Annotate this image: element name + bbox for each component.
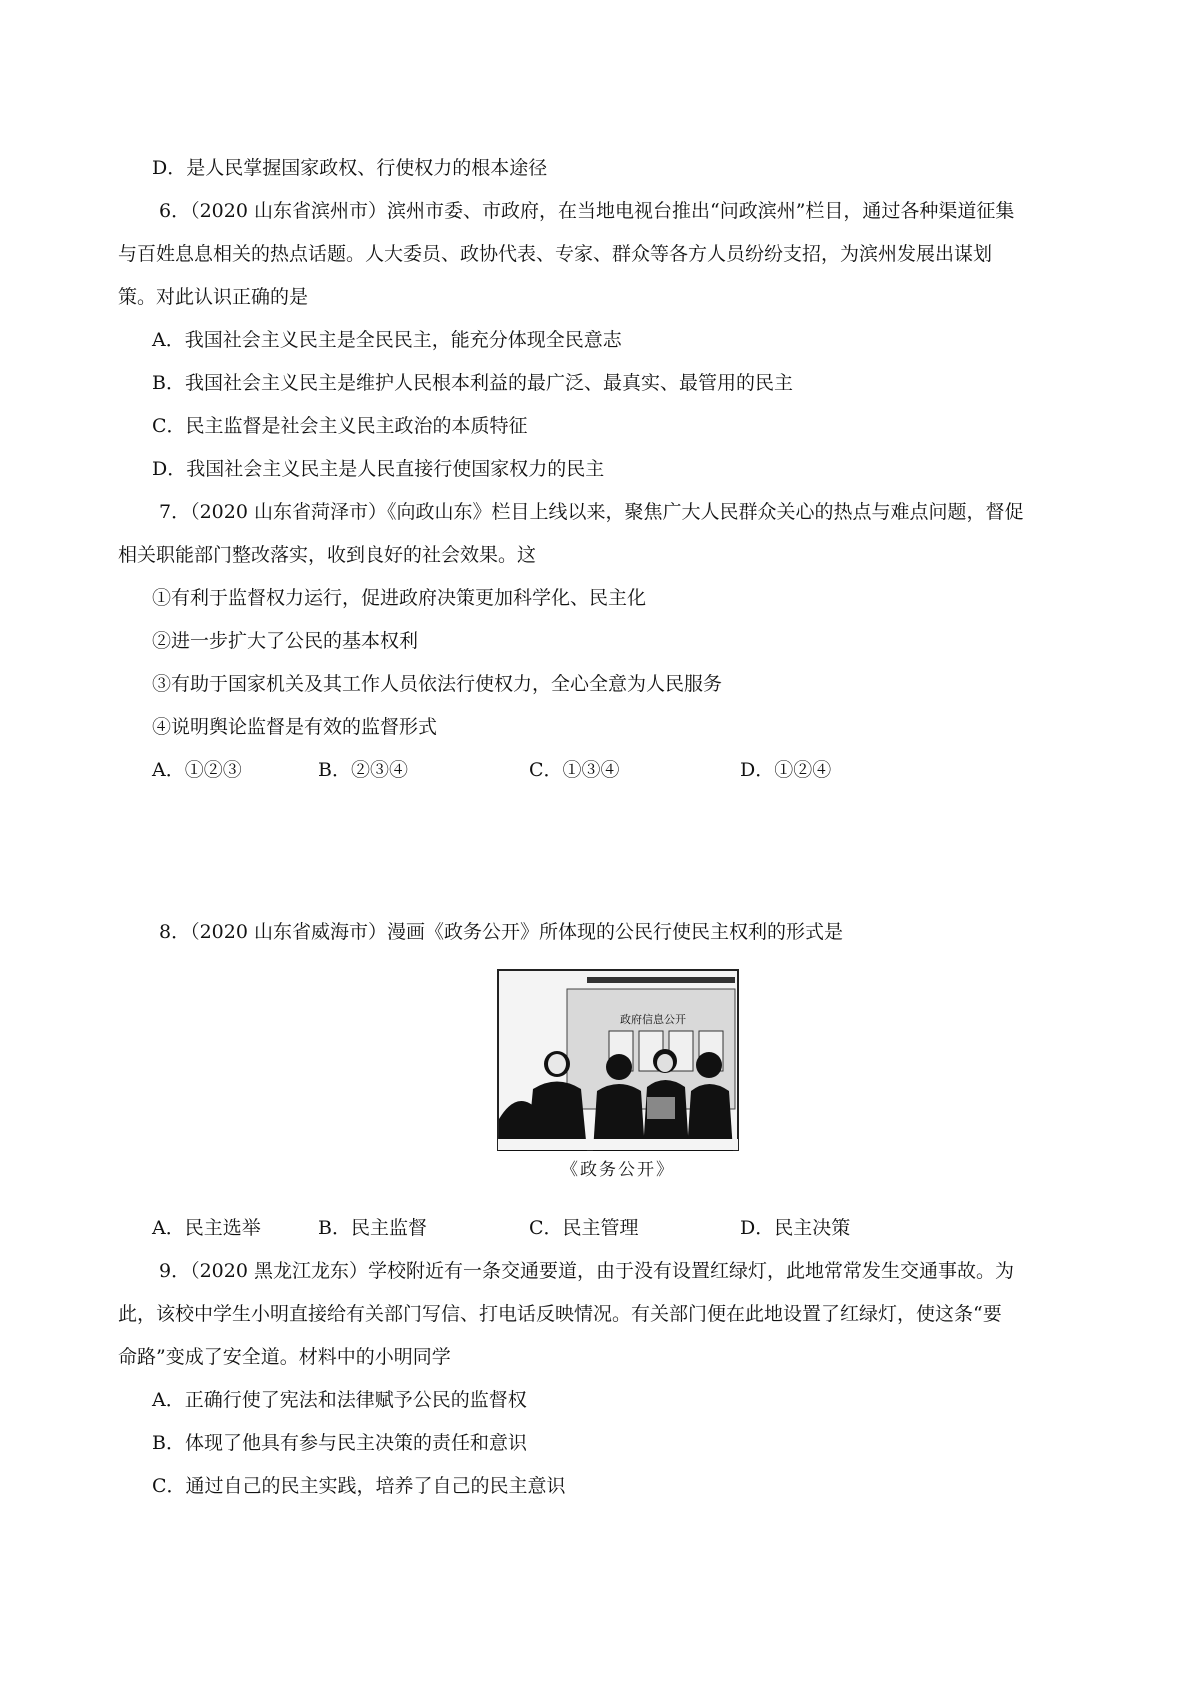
q7-stem-line-1: 7．（2020 山东省菏泽市）《向政山东》栏目上线以来，聚焦广大人民群众关心的热点与难点问题，督促 [159,501,1024,523]
q9-option-c: C．通过自己的民主实践，培养了自己的民主意识 [152,1475,566,1497]
q7-option-d: D．①②④ [740,759,832,781]
q9-option-b: B．体现了他具有参与民主决策的责任和意识 [152,1432,527,1454]
q6-option-a: A．我国社会主义民主是全民民主，能充分体现全民意志 [152,329,622,351]
q8-option-c: C．民主管理 [529,1217,639,1239]
q6-stem-line-1: 6．（2020 山东省滨州市）滨州市委、市政府，在当地电视台推出“问政滨州”栏目，通过各种渠道征集 [159,200,1015,222]
q6-option-b: B．我国社会主义民主是维护人民根本利益的最广泛、最真实、最管用的民主 [152,372,793,394]
q6-stem-line-3: 策。对此认识正确的是 [118,286,309,308]
q9-stem-line-2: 此，该校中学生小明直接给有关部门写信、打电话反映情况。有关部门便在此地设置了红绿灯，使这条“要 [118,1303,1002,1325]
q9-stem-line-1: 9．（2020 黑龙江龙东）学校附近有一条交通要道，由于没有设置红绿灯，此地常常发生交通事故。为 [159,1260,1014,1282]
q8-option-b: B．民主监督 [318,1217,427,1239]
q7-option-b: B．②③④ [318,759,408,781]
q7-option-a: A．①②③ [152,759,242,781]
q8-option-a: A．民主选举 [152,1217,261,1239]
q6-option-d: D．我国社会主义民主是人民直接行使国家权力的民主 [152,458,605,480]
q6-option-c: C．民主监督是社会主义民主政治的本质特征 [152,415,528,437]
q7-statement-2: ②进一步扩大了公民的基本权利 [152,630,419,652]
q7-statement-4: ④说明舆论监督是有效的监督形式 [152,716,438,738]
q7-stem-line-2: 相关职能部门整改落实，收到良好的社会效果。这 [118,544,537,566]
q9-stem-line-3: 命路”变成了安全道。材料中的小明同学 [118,1346,451,1368]
q7-statement-1: ①有利于监督权力运行，促进政府决策更加科学化、民主化 [152,587,647,609]
cartoon-caption: 《政务公开》 [561,1160,675,1180]
board-text: 政府信息公开 [620,1013,686,1026]
cartoon-image [497,969,739,1151]
q7-statement-3: ③有助于国家机关及其工作人员依法行使权力，全心全意为人民服务 [152,673,723,695]
q8-stem: 8．（2020 山东省威海市）漫画《政务公开》所体现的公民行使民主权利的形式是 [159,921,843,943]
q6-stem-line-2: 与百姓息息相关的热点话题。人大委员、政协代表、专家、群众等各方人员纷纷支招，为滨州发展出谋划 [118,243,993,265]
q9-option-a: A．正确行使了宪法和法律赋予公民的监督权 [152,1389,527,1411]
q7-option-c: C．①③④ [529,759,620,781]
q5-option-d: D．是人民掌握国家政权、行使权力的根本途径 [152,157,548,179]
q8-option-d: D．民主决策 [740,1217,851,1239]
